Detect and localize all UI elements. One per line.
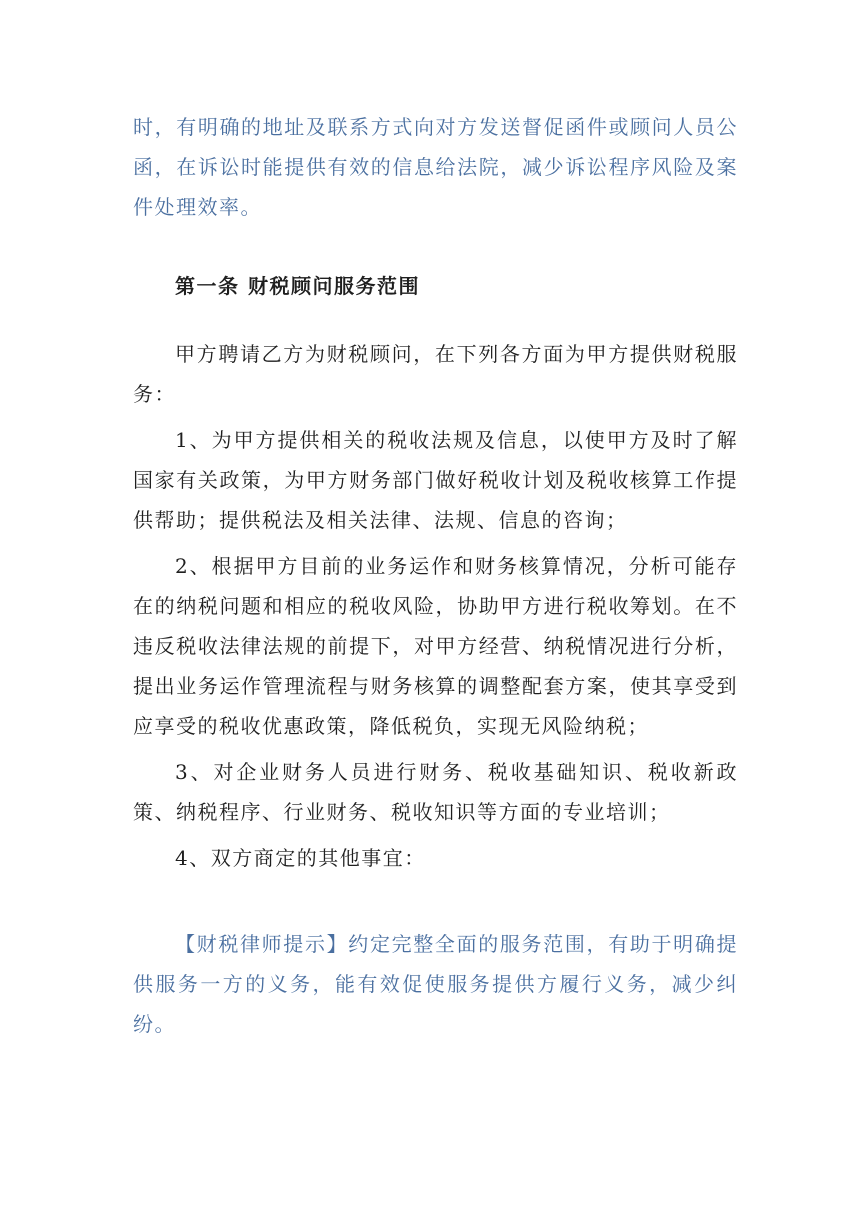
lawyer-tip [133, 924, 738, 1044]
intro-paragraph: 时，有明确的地址及联系方式向对方发送督促函件或顾问人员公函，在诉讼时能提供有效的信息给法院，减少诉讼程序风险及案件处理效率。 [133, 115, 738, 219]
article-body [133, 334, 738, 884]
article-heading: 第一条 财税顾问服务范围 [175, 274, 420, 298]
paragraph-item-4: 4、双方商定的其他事宜： [175, 846, 426, 870]
paragraph-item-1: 1、为甲方提供相关的税收法规及信息，以使甲方及时了解国家有关政策，为甲方财务部门做好税收计划及税收核算工作提供帮助；提供税法及相关法律、法规、信息的咨询； [133, 428, 738, 532]
paragraph-intro: 甲方聘请乙方为财税顾问，在下列各方面为甲方提供财税服务： [133, 342, 738, 406]
paragraph-item-2: 2、根据甲方目前的业务运作和财务核算情况，分析可能存在的纳税问题和相应的税收风险，协助甲方进行税收筹划。在不违反税收法律法规的前提下，对甲方经营、纳税情况进行分析，提出业务运作管理流程与财务核算的调整配套方案，使其享受到应享受的税收优惠政策，降低税负，实现无风险纳税； [133, 554, 738, 738]
lawyer-tip-label: 【财税律师提示】 [175, 932, 349, 956]
paragraph-item-3: 3、对企业财务人员进行财务、税收基础知识、税收新政策、纳税程序、行业财务、税收知识等方面的专业培训； [133, 760, 738, 824]
lawyer-tip-text: 约定完整全面的服务范围，有助于明确提供服务一方的义务，能有效促使服务提供方履行义务，减少纠纷。 [133, 932, 739, 1036]
